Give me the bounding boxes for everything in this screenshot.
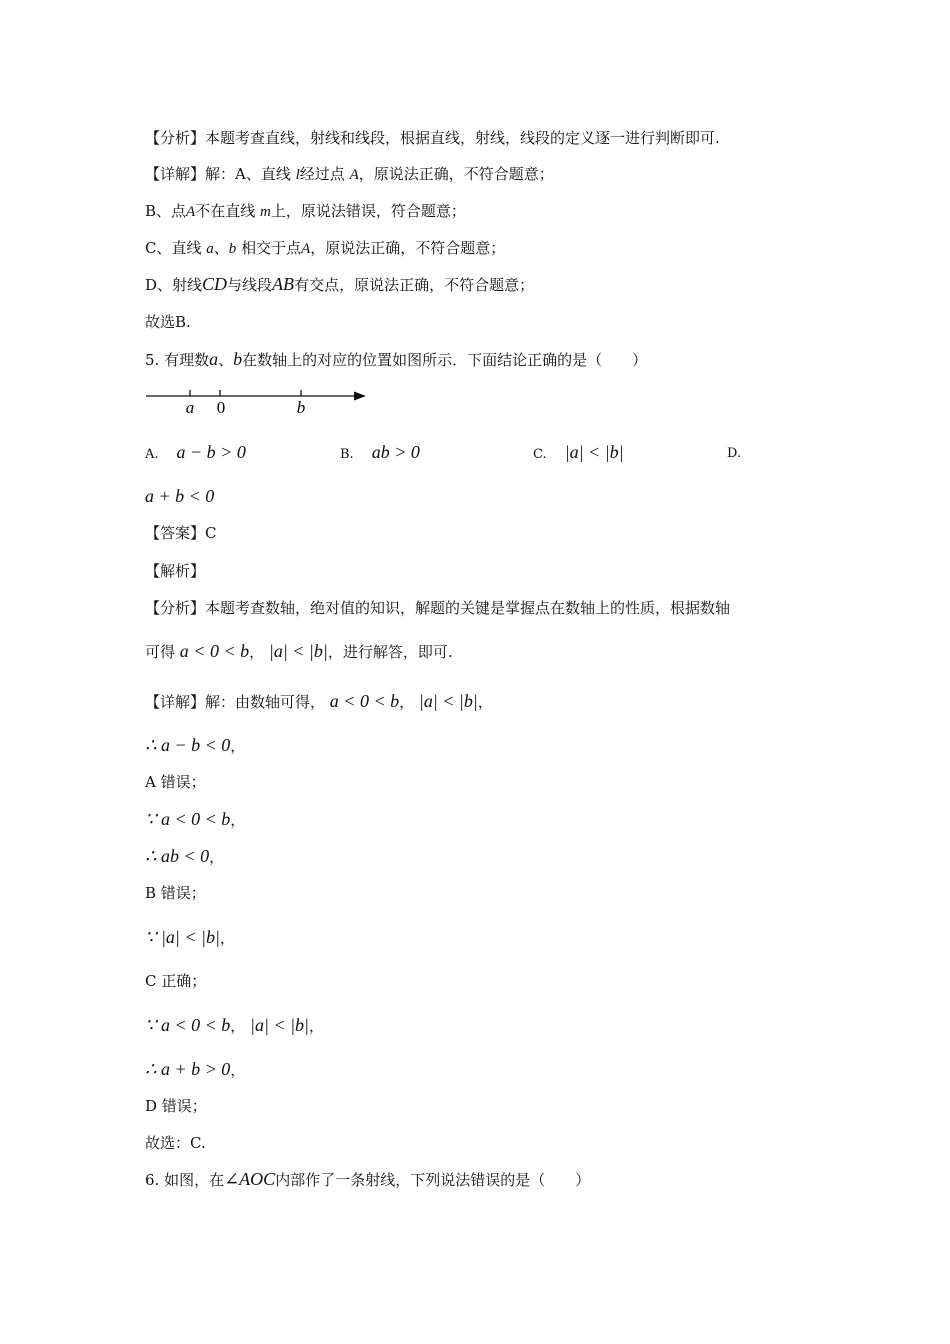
d-suffix: 有交点，原说法正确，不符合题意； <box>294 276 535 294</box>
q5-stem <box>145 349 647 370</box>
choose-b: 故选B. <box>145 313 191 331</box>
var-A-c: A <box>301 241 311 257</box>
jiexi-text: 【解析】 <box>145 562 206 580</box>
arrow-head-icon <box>354 392 366 401</box>
step-1 <box>145 735 245 756</box>
q5-comma: ， <box>249 643 265 661</box>
q5-detail-comma: ， <box>399 693 415 711</box>
q5-detail-line <box>145 691 493 712</box>
option-a-expr: a − b > 0 <box>176 442 246 462</box>
var-A-b: A <box>186 204 196 220</box>
step-8-comma: ， <box>230 1017 246 1035</box>
segment-AB: AB <box>272 274 295 294</box>
answer-text: 【答案】C <box>145 524 217 542</box>
detail-line-b <box>145 201 466 222</box>
option-c-expr: |a| < |b| <box>564 442 624 462</box>
q5-analysis-line-2 <box>145 641 453 662</box>
number-line <box>140 384 380 418</box>
var-m: m <box>260 204 271 220</box>
option-d-expr: a + b < 0 <box>145 486 215 506</box>
b-mid: 不在直线 <box>195 202 256 220</box>
detail-prefix: 【详解】解：A、直线 <box>145 165 291 183</box>
q6-stem <box>145 1169 590 1190</box>
b-suffix: 上，原说法错误，符合题意； <box>270 202 466 220</box>
q5-analysis-line-1 <box>145 598 730 618</box>
step-8-tail: ， <box>309 1017 325 1035</box>
q5-var-b: b <box>233 349 243 369</box>
detail-line-c <box>145 238 505 259</box>
q6-angle: ∠AOC <box>224 1169 276 1189</box>
step-8-ineq-1: ∵ a < 0 < b <box>145 1015 231 1035</box>
step-11-text: 故选：C. <box>145 1134 206 1152</box>
option-b-expr: ab > 0 <box>371 442 420 462</box>
option-d-label: D. <box>727 446 742 461</box>
detail-line-d <box>145 274 534 295</box>
step-5 <box>145 883 206 903</box>
answer-line <box>145 523 216 543</box>
step-4-text: ∴ ab < 0 <box>145 846 210 866</box>
step-3-tail: ， <box>230 811 246 829</box>
d-prefix: D、射线 <box>145 276 203 294</box>
step-7 <box>145 971 206 991</box>
var-A: A <box>349 167 359 183</box>
step-7-text: C 正确； <box>145 972 207 990</box>
option-d-expr-line <box>145 486 214 507</box>
c-mid: 相交于点 <box>241 239 302 257</box>
step-9 <box>145 1059 245 1080</box>
step-6-tail: ， <box>219 929 235 947</box>
q5-detail-comma-2: ， <box>477 693 493 711</box>
step-8-ineq-2: |a| < |b| <box>250 1015 309 1035</box>
detail-mid: 经过点 <box>299 165 345 183</box>
step-1-tail: ， <box>230 737 246 755</box>
label-b: b <box>296 398 306 417</box>
q5-detail-prefix: 【详解】解：由数轴可得， <box>145 693 326 711</box>
q5-var-a: a <box>209 349 219 369</box>
var-a: a <box>206 241 214 257</box>
q5-analysis-1: 【分析】本题考查数轴，绝对值的知识，解题的关键是掌握点在数轴上的性质，根据数轴 <box>145 599 731 617</box>
analysis-text: 【分析】本题考查直线，射线和线段，根据直线，射线，线段的定义逐一进行判断即可. <box>145 129 720 147</box>
sep: 、 <box>213 239 229 257</box>
step-6 <box>145 927 235 948</box>
step-9-tail: ， <box>230 1061 246 1079</box>
q6-stem-prefix: 6. 如图，在 <box>145 1171 225 1189</box>
step-1-text: ∴ a − b < 0 <box>145 735 231 755</box>
jiexi-line <box>145 561 205 581</box>
step-6-text: ∵ |a| < |b| <box>145 927 220 947</box>
step-10 <box>145 1096 207 1116</box>
option-c[interactable] <box>533 442 624 465</box>
c-suffix: ，原说法正确，不符合题意； <box>310 239 506 257</box>
detail-suffix: ，原说法正确，不符合题意； <box>358 165 554 183</box>
c-prefix: C、直线 <box>145 239 202 257</box>
option-b-label: B. <box>340 447 354 462</box>
step-5-text: B 错误； <box>145 884 206 902</box>
q5-analysis-2-suffix: ，进行解答，即可. <box>327 643 453 661</box>
option-a[interactable] <box>145 442 246 465</box>
q5-stem-suffix: 在数轴上的对应的位置如图所示．下面结论正确的是（ ） <box>242 351 648 369</box>
d-mid: 与线段 <box>227 276 273 294</box>
step-3 <box>145 809 245 830</box>
step-4-tail: ， <box>209 848 225 866</box>
q5-detail-ineq-2: |a| < |b| <box>418 691 478 711</box>
option-a-label: A. <box>145 447 159 462</box>
label-0: 0 <box>216 398 226 417</box>
step-9-text: ∴ a + b > 0 <box>145 1059 231 1079</box>
b-prefix: B、点 <box>145 202 187 220</box>
detail-line-a <box>145 164 554 185</box>
var-l: l <box>295 167 300 183</box>
step-2-text: A 错误； <box>145 773 206 791</box>
q5-ineq-1: a < 0 < b <box>179 641 250 661</box>
analysis-line <box>145 128 720 148</box>
choose-line <box>145 312 191 332</box>
step-11 <box>145 1133 206 1153</box>
q5-ineq-2: |a| < |b| <box>268 641 328 661</box>
q6-stem-suffix: 内部作了一条射线，下列说法错误的是（ ） <box>275 1171 591 1189</box>
q5-stem-prefix: 5. 有理数 <box>145 351 210 369</box>
label-a: a <box>185 398 195 417</box>
q5-analysis-2-prefix: 可得 <box>145 643 176 661</box>
q5-sep: 、 <box>218 351 234 369</box>
q5-detail-ineq-1: a < 0 < b <box>329 691 400 711</box>
var-b: b <box>228 241 237 257</box>
step-4 <box>145 846 224 867</box>
step-10-text: D 错误； <box>145 1097 207 1115</box>
step-3-text: ∵ a < 0 < b <box>145 809 231 829</box>
ray-CD: CD <box>202 274 228 294</box>
step-2 <box>145 772 206 792</box>
step-8 <box>145 1015 324 1036</box>
option-d[interactable] <box>727 442 759 464</box>
option-c-label: C. <box>533 447 547 462</box>
option-b[interactable] <box>340 442 420 465</box>
